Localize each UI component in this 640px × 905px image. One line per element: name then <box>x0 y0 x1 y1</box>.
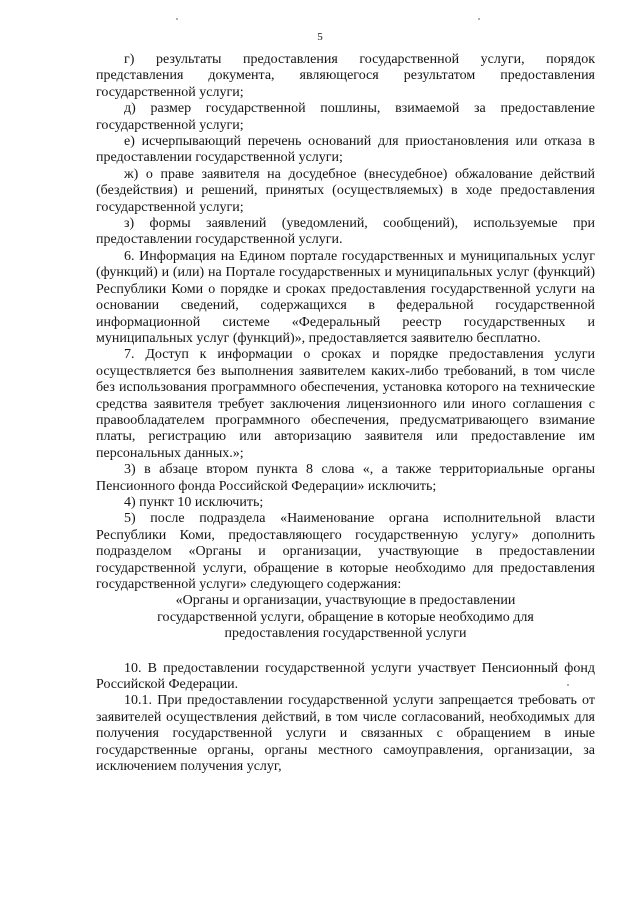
subsection-heading-line-2: государственной услуги, обращение в которые необходимо для <box>157 609 534 625</box>
scan-speck <box>176 18 178 20</box>
scan-speck <box>478 18 480 20</box>
document-body <box>96 52 595 775</box>
scan-speck <box>567 684 569 686</box>
subsection-heading-line-1: «Органы и организации, участвующие в предоставлении <box>175 593 516 609</box>
paragraph-grounds-refusal: е) исчерпывающий перечень оснований для приостановления или отказа в предоставлении государственной услуги; <box>96 134 595 166</box>
paragraph-results: г) результаты предоставления государственной услуги, порядок представления документа, являющегося результатом предоставления государственной услуги; <box>96 52 595 100</box>
heading-spacer <box>96 643 595 661</box>
subsection-heading-line-3: предоставления государственной услуги <box>224 626 467 642</box>
page-number: 5 <box>317 31 323 43</box>
paragraph-application-forms: з) формы заявлений (уведомлений, сообщений), используемые при предоставлении государственной услуги. <box>96 216 595 248</box>
paragraph-amendment-3: 3) в абзаце втором пункта 8 слова «, а также территориальные органы Пенсионного фонда Российской Федерации» исключить; <box>96 462 595 494</box>
paragraph-amendment-4: 4) пункт 10 исключить; <box>124 494 264 510</box>
paragraph-item-10: 10. В предоставлении государственной услуги участвует Пенсионный фонд Российской Федерации. <box>96 660 595 693</box>
paragraph-amendment-5: 5) после подраздела «Наименование органа исполнительной власти Республики Коми, предоставляющего государственную услугу» дополнить подразделом «Органы и организации, участвующие в предоставлении государственной услуги, обращение в которые необходимо для предоставления государственной услуги» следующего содержания: <box>96 511 595 592</box>
paragraph-item-7: 7. Доступ к информации о сроках и порядке предоставления услуги осуществляется без выполнения заявителем каких-либо требований, в том числе без использования программного обеспечения, установка которого на технические средства заявителя требует заключения лицензионного или иного соглашения с правообладателем программного обеспечения, предусматривающего взимание платы, регистрацию или авторизацию заявителя или предоставление им персональных данных.»; <box>96 347 595 461</box>
paragraph-state-fee: д) размер государственной пошлины, взимаемой за предоставление государственной услуги; <box>96 101 595 133</box>
paragraph-item-10-1: 10.1. При предоставлении государственной услуги запрещается требовать от заявителей осуществления действий, в том числе согласований, необходимых для получения государственной услуги и связанных с обращением в иные государственные органы, органы местного самоуправления, организации, за исключением получения услуг, <box>96 693 595 775</box>
paragraph-appeal-right: ж) о праве заявителя на досудебное (внесудебное) обжалование действий (бездействия) и решений, принятых (осуществляемых) в ходе предоставления государственной услуги; <box>96 166 595 215</box>
paragraph-item-6: 6. Информация на Едином портале государственных и муниципальных услуг (функций) и (или) на Портале государственных и муниципальных услуг (функций) Республики Коми о порядке и сроках предоставления государственной услуги на основании сведений, содержащихся в федеральной государственной информационной системе «Федеральный реестр государственных и муниципальных услуг (функций)», предоставляется заявителю бесплатно. <box>96 248 595 346</box>
